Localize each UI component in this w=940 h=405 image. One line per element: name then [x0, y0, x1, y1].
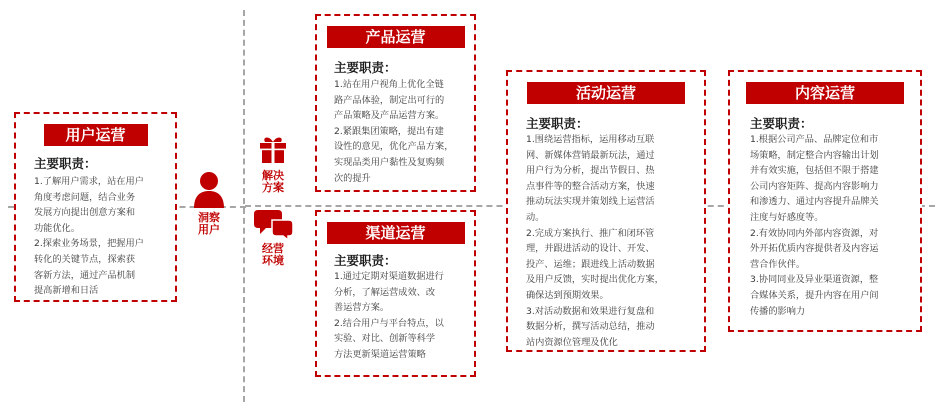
card-line: 2.完成方案执行、推广和闭环管	[526, 227, 655, 239]
card-subtitle: 主要职责：	[334, 60, 397, 75]
insight-user-label: 洞察 用户	[198, 211, 220, 236]
card-line: 理，并跟进活动的设计、开发、	[526, 243, 655, 255]
card-body	[34, 174, 179, 299]
card-line: 3.对活动数据和效果进行复盘和	[526, 305, 655, 317]
card-line: 发展方向提出创意方案和	[34, 207, 136, 219]
card-line: 1.了解用户需求，站在用户	[34, 176, 144, 187]
card-subtitle: 主要职责：	[526, 116, 589, 131]
card-line: 次的提升	[334, 172, 371, 184]
card-line: 数据分析，撰写活动总结，推动	[526, 321, 655, 333]
card-body	[334, 77, 476, 186]
card-line: 用户行为分析，提出节假日、热	[526, 165, 655, 177]
card-line: 产品策略及产品运营方案。	[334, 110, 445, 122]
card-line: 外开拓优质内容提供者及内容运	[750, 243, 879, 255]
card-line: 2.有效协同内外部内容资源，对	[750, 227, 879, 239]
environment-label: 经营 环境	[262, 242, 284, 267]
card-line: 方法更新渠道运营策略	[334, 348, 426, 360]
card-line: 站内资源位管理及优化	[526, 336, 618, 348]
card-line: 1.通过定期对渠道数据进行	[334, 271, 444, 282]
card-line: 3.协同同业及异业渠道资源，整	[750, 274, 879, 286]
card-line: 1.站在用户视角上优化全链	[334, 79, 444, 90]
card-title: 活动运营	[527, 82, 685, 104]
solution-label: 解决 方案	[262, 169, 284, 194]
card-line: 分析，了解运营成效、改	[334, 286, 436, 298]
card-body	[750, 132, 922, 319]
card-content-operations	[728, 70, 922, 332]
card-body	[334, 269, 476, 363]
card-activity-operations	[506, 70, 706, 352]
card-line: 提高新增和日活	[34, 285, 99, 297]
card-line: 并有效实施，包括但不限于搭建	[750, 165, 879, 177]
card-line: 点事件等的整合活动方案，快速	[526, 180, 655, 192]
card-title: 内容运营	[746, 82, 904, 104]
card-line: 注度与好感度等。	[750, 211, 824, 223]
card-line: 投产、运维；跟进线上活动数据	[526, 258, 655, 270]
card-line: 动。	[526, 211, 545, 223]
card-subtitle: 主要职责：	[34, 156, 97, 171]
card-subtitle: 主要职责：	[750, 116, 813, 131]
card-user-operations	[14, 112, 177, 302]
card-line: 确保达到预期效果。	[526, 289, 609, 301]
card-line: 网、新媒体营销最新玩法，通过	[526, 149, 655, 161]
card-line: 2.探索业务场景，把握用户	[34, 238, 144, 250]
card-line: 路产品体验，制定出可行的	[334, 94, 445, 106]
card-line: 2.紧跟集团策略，提出有建	[334, 125, 444, 137]
card-line: 场策略，制定整合内容输出计划	[750, 149, 879, 161]
card-line: 合媒体关系，提升内容在用户间	[750, 289, 879, 301]
card-line: 推动玩法实现并策划线上运营活	[526, 196, 655, 208]
card-line: 和渗透力、通过内容提升品牌关	[750, 196, 879, 208]
card-line: 转化的关键节点，探索获	[34, 253, 136, 265]
card-line: 1.围绕运营指标，运用移动互联	[526, 134, 655, 145]
card-channel-operations	[315, 210, 476, 377]
chat-icon	[254, 208, 294, 240]
card-body	[526, 132, 706, 350]
card-line: 2.结合用户与平台特点，以	[334, 317, 444, 329]
card-line: 营合作伙伴。	[750, 258, 806, 270]
card-subtitle: 主要职责：	[334, 253, 397, 268]
gift-icon	[258, 134, 288, 164]
card-line: 公司内容矩阵、提高内容影响力	[750, 180, 879, 192]
card-product-operations	[315, 14, 476, 192]
card-line: 实现品类用户黏性及复购频	[334, 156, 445, 168]
user-icon	[192, 170, 226, 210]
card-line: 功能优化。	[34, 222, 80, 234]
card-line: 及用户反馈，实时提出优化方案，	[526, 274, 664, 286]
card-line: 客新方法，通过产品机制	[34, 269, 136, 281]
card-title: 用户运营	[44, 124, 148, 146]
card-title: 渠道运营	[327, 222, 465, 244]
card-title: 产品运营	[327, 26, 465, 48]
card-line: 传播的影响力	[750, 305, 806, 317]
card-line: 1.根据公司产品、品牌定位和市	[750, 134, 879, 145]
card-line: 善运营方案。	[334, 302, 390, 314]
card-line: 设性的意见，优化产品方案，	[334, 141, 454, 153]
card-line: 角度考虑问题，结合业务	[34, 191, 136, 203]
card-line: 实验、对比、创新等科学	[334, 333, 436, 345]
